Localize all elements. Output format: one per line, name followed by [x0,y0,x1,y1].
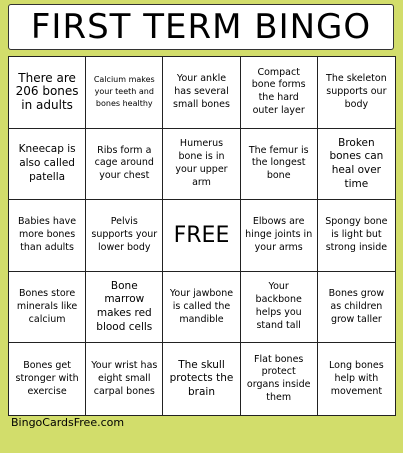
bingo-cell: Long bones help with movement [329,359,384,397]
free-space: FREE [163,200,240,272]
bingo-cell: Babies have more bones than adults [9,200,86,272]
card-title: FIRST TERM BINGO [8,4,394,50]
footer-credit: BingoCardsFree.com [11,416,125,429]
bingo-cell: Bones store minerals like calcium [9,272,86,344]
bingo-cell: Bone marrow makes red blood cells [86,272,163,344]
bingo-cell: Kneecap is also called patella [9,129,86,201]
bingo-cell: The skeleton supports our body [318,57,395,129]
bingo-cell: Humerus bone is in your upper arm [163,129,240,201]
bingo-cell: Your wrist has eight small carpal bones [86,343,163,415]
bingo-cell: Broken bones can heal over time [318,129,395,201]
bingo-cell: Your ankle has several small bones [163,57,240,129]
bingo-cell: Compact bone forms the hard outer layer [241,57,318,129]
bingo-cell: The skull protects the brain [163,343,240,415]
bingo-cell: Your backbone helps you stand tall [241,272,318,344]
bingo-cell: Elbows are hinge joints in your arms [241,200,318,272]
bingo-grid [8,56,396,416]
bingo-cell: Ribs form a cage around your chest [86,129,163,201]
bingo-cell: Flat bones protect organs inside them [241,343,318,415]
bingo-cell: There are 206 bones in adults [9,57,86,129]
bingo-cell: Spongy bone is light but strong inside [318,200,395,272]
bingo-cell: Pelvis supports your lower body [86,200,163,272]
bingo-cell: The femur is the longest bone [241,129,318,201]
bingo-cell: Bones grow as children grow taller [318,272,395,344]
bingo-cell: Your jawbone is called the mandible [163,272,240,344]
bingo-cell: Bones get stronger with exercise [9,343,86,415]
bingo-cell: Calcium makes your teeth and bones healthy [86,57,163,129]
